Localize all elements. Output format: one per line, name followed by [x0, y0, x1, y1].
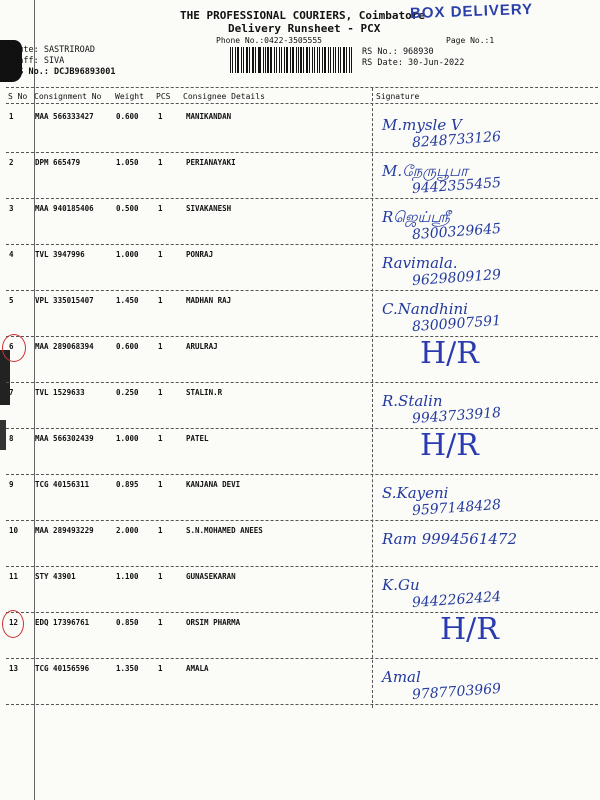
barcode-bar — [300, 47, 301, 73]
barcode — [230, 47, 354, 73]
handwritten-signature: S.Kayeni — [382, 484, 449, 502]
handwritten-signature: C.Nandhini — [382, 300, 468, 318]
cell-consignment: MAA 289493229 — [35, 526, 94, 535]
handwritten-phone: 9442262424 — [411, 588, 502, 612]
barcode-bar — [319, 47, 320, 73]
table-top-rule — [6, 87, 598, 88]
barcode-bar — [274, 47, 275, 73]
handwritten-signature: Ravimala. — [382, 254, 458, 272]
cell-weight: 0.850 — [116, 618, 139, 627]
barcode-bar — [235, 47, 236, 73]
cell-consignee: PONRAJ — [186, 250, 214, 259]
row-rule — [6, 658, 598, 659]
barcode-bar — [290, 47, 291, 73]
barcode-bar — [284, 47, 285, 73]
row-rule — [6, 382, 598, 383]
barcode-bar — [338, 47, 339, 73]
page-number: Page No.:1 — [446, 36, 495, 45]
handwritten-phone: 9597148428 — [411, 496, 502, 520]
table-header — [6, 90, 598, 104]
handwritten-hr-mark: H/R — [420, 336, 479, 371]
row-rule — [6, 244, 598, 245]
barcode-bar — [249, 47, 250, 73]
handwritten-signature: R.Stalin — [382, 392, 443, 410]
cell-weight: 1.450 — [116, 296, 139, 305]
cell-consignee: PATEL — [186, 434, 209, 443]
cell-weight: 0.600 — [116, 342, 139, 351]
barcode-bar — [279, 47, 280, 73]
barcode-bar — [343, 47, 345, 73]
cell-consignment: TCG 40156596 — [35, 664, 90, 673]
barcode-bar — [243, 47, 244, 73]
barcode-bar — [328, 47, 329, 73]
handwritten-phone: 9787703969 — [411, 680, 502, 704]
cell-sno: 13 — [9, 664, 19, 673]
row-rule — [6, 612, 598, 613]
row-rule — [6, 336, 598, 337]
barcode-bar — [270, 47, 272, 73]
cell-consignment: STY 43901 — [35, 572, 76, 581]
barcode-bar — [258, 47, 259, 73]
cell-consignment: TVL 3947996 — [35, 250, 85, 259]
barcode-bar — [252, 47, 254, 73]
cell-pcs: 1 — [158, 480, 163, 489]
handwritten-phone: 9943733918 — [411, 404, 502, 428]
barcode-bar — [298, 47, 299, 73]
col-consignment: Consignment No — [34, 92, 102, 101]
route-label: Route: SASTRIROAD — [8, 45, 95, 55]
company-name: THE PROFESSIONAL COURIERS, Coimbatore — [180, 9, 426, 22]
cell-consignee: ARULRAJ — [186, 342, 218, 351]
handwritten-phone: 8300907591 — [411, 312, 502, 336]
signature-divider — [372, 88, 374, 708]
table-header-rule — [6, 103, 598, 104]
cell-sno: 2 — [9, 158, 14, 167]
row-rule — [6, 152, 598, 153]
handwritten-phone: 9442355455 — [411, 174, 502, 198]
cell-consignment: MAA 289068394 — [35, 342, 94, 351]
barcode-bar — [303, 47, 304, 73]
cell-sno: 7 — [9, 388, 14, 397]
barcode-bar — [292, 47, 294, 73]
barcode-bar — [296, 47, 297, 73]
drs-number: DRS No.: DCJB96893001 — [8, 67, 116, 77]
row-rule — [6, 520, 598, 521]
barcode-bar — [351, 47, 352, 73]
barcode-bar — [340, 47, 341, 73]
cell-weight: 0.600 — [116, 112, 139, 121]
barcode-bar — [306, 47, 308, 73]
cell-consignment: MAA 940185406 — [35, 204, 94, 213]
cell-consignee: MADHAN RAJ — [186, 296, 232, 305]
col-consignee: Consignee Details — [183, 92, 265, 101]
box-delivery-stamp: BOX DELIVERY — [409, 0, 534, 23]
barcode-bar — [246, 47, 247, 73]
cell-weight: 2.000 — [116, 526, 139, 535]
cell-consignment: EDQ 17396761 — [35, 618, 90, 627]
phone-number: Phone No.:0422-3505555 — [216, 36, 322, 45]
cell-sno: 5 — [9, 296, 14, 305]
barcode-bar — [335, 47, 336, 73]
barcode-bar — [309, 47, 310, 73]
cell-weight: 1.050 — [116, 158, 139, 167]
cell-pcs: 1 — [158, 664, 163, 673]
col-sno: S No — [8, 92, 28, 101]
cell-pcs: 1 — [158, 158, 163, 167]
cell-weight: 0.250 — [116, 388, 139, 397]
handwritten-hr-mark: H/R — [420, 428, 479, 463]
barcode-bar — [346, 47, 347, 73]
cell-pcs: 1 — [158, 204, 163, 213]
staff-label: Staff: SIVA — [8, 56, 65, 66]
cell-pcs: 1 — [158, 526, 163, 535]
cell-pcs: 1 — [158, 572, 163, 581]
cell-sno: 11 — [9, 572, 19, 581]
handwritten-signature: M.நேருபூபா — [382, 162, 468, 180]
barcode-bar — [267, 47, 268, 73]
barcode-bar — [281, 47, 282, 73]
barcode-bar — [322, 47, 323, 73]
handwritten-signature: M.mysle V — [382, 116, 462, 134]
cell-consignee: ORSIM PHARMA — [186, 618, 241, 627]
cell-pcs: 1 — [158, 250, 163, 259]
row-rule — [6, 198, 598, 199]
route-details — [8, 45, 115, 78]
cell-consignment: MAA 566333427 — [35, 112, 94, 121]
cell-consignment: TVL 1529633 — [35, 388, 85, 397]
barcode-bar — [317, 47, 318, 73]
handwritten-phone: 8248733126 — [411, 128, 502, 152]
cell-consignee: AMALA — [186, 664, 209, 673]
cell-consignment: DPM 665479 — [35, 158, 81, 167]
cell-consignee: SIVAKANESH — [186, 204, 232, 213]
handwritten-hr-mark: H/R — [440, 612, 499, 647]
cell-pcs: 1 — [158, 342, 163, 351]
cell-sno: 9 — [9, 480, 14, 489]
row-rule — [6, 474, 598, 475]
handwritten-phone: 8300329645 — [411, 220, 502, 244]
barcode-bar — [314, 47, 315, 73]
barcode-bar — [230, 47, 231, 73]
row-rule — [6, 428, 598, 429]
handwritten-signature: Rஜெய்ஸ்ரீ — [382, 208, 450, 226]
barcode-bar — [324, 47, 326, 73]
cell-consignee: STALIN.R — [186, 388, 223, 397]
red-circle-mark — [2, 334, 26, 362]
col-pcs: PCS — [156, 92, 171, 101]
runsheet-title: Delivery Runsheet - PCX — [228, 22, 381, 35]
cell-weight: 1.000 — [116, 434, 139, 443]
barcode-bar — [259, 47, 260, 73]
cell-sno: 6 — [9, 342, 14, 351]
red-circle-mark — [2, 610, 24, 638]
row-rule — [6, 566, 598, 567]
cell-pcs: 1 — [158, 618, 163, 627]
cell-sno: 3 — [9, 204, 14, 213]
cell-weight: 1.350 — [116, 664, 139, 673]
barcode-bar — [276, 47, 277, 73]
barcode-bar — [263, 47, 264, 73]
cell-consignment: VPL 335015407 — [35, 296, 94, 305]
barcode-bar — [241, 47, 242, 73]
handwritten-phone: 9629809129 — [411, 266, 502, 290]
cell-consignee: GUNASEKARAN — [186, 572, 236, 581]
cell-consignment: TCG 40156311 — [35, 480, 90, 489]
cell-sno: 8 — [9, 434, 14, 443]
cell-pcs: 1 — [158, 296, 163, 305]
handwritten-signature: Ram 9994561472 — [382, 530, 518, 548]
cell-weight: 0.895 — [116, 480, 139, 489]
barcode-bar — [232, 47, 233, 73]
cell-pcs: 1 — [158, 434, 163, 443]
barcode-bar — [265, 47, 266, 73]
cell-consignee: MANIKANDAN — [186, 112, 232, 121]
cell-sno: 12 — [9, 618, 19, 627]
cell-pcs: 1 — [158, 112, 163, 121]
barcode-bar — [330, 47, 331, 73]
barcode-bar — [333, 47, 334, 73]
cell-weight: 0.500 — [116, 204, 139, 213]
cell-consignment: MAA 566302439 — [35, 434, 94, 443]
row-rule — [6, 704, 598, 705]
rs-details — [362, 47, 464, 69]
handwritten-signature: Amal — [382, 668, 421, 686]
cell-weight: 1.100 — [116, 572, 139, 581]
cell-consignee: KANJANA DEVI — [186, 480, 241, 489]
handwritten-signature: K.Gu — [382, 576, 420, 594]
scan-blot — [0, 420, 6, 450]
col-signature: Signature — [376, 92, 420, 101]
cell-consignee: PERIANAYAKI — [186, 158, 236, 167]
rs-number: RS No.: 968930 — [362, 47, 434, 57]
barcode-bar — [286, 47, 287, 73]
cell-sno: 1 — [9, 112, 14, 121]
cell-weight: 1.000 — [116, 250, 139, 259]
barcode-bar — [349, 47, 350, 73]
cell-sno: 10 — [9, 526, 19, 535]
barcode-bar — [255, 47, 256, 73]
barcode-bar — [312, 47, 313, 73]
cell-sno: 4 — [9, 250, 14, 259]
row-rule — [6, 290, 598, 291]
cell-consignee: S.N.MOHAMED ANEES — [186, 526, 263, 535]
col-weight: Weight — [115, 92, 144, 101]
cell-pcs: 1 — [158, 388, 163, 397]
rs-date: RS Date: 30-Jun-2022 — [362, 58, 465, 68]
barcode-bar — [237, 47, 239, 73]
